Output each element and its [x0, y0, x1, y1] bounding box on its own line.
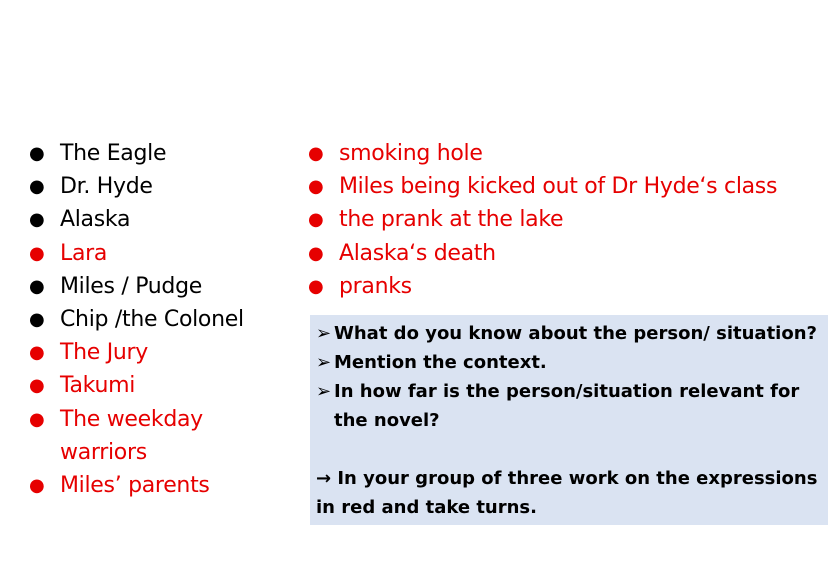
bullet-icon: ● [29, 275, 45, 297]
question-continuation: the novel? [334, 410, 440, 431]
list-item [29, 403, 244, 436]
list-item [29, 369, 244, 402]
list-item-text: The Jury [60, 340, 149, 366]
list-item [29, 203, 244, 236]
list-item-text: warriors [60, 439, 147, 465]
bullet-icon: ● [29, 209, 45, 231]
bullet-icon: ● [29, 309, 45, 331]
instruction-line: → In your group of three work on the expressions [316, 468, 818, 489]
bullet-icon: ● [29, 176, 45, 198]
bullet-icon: ● [29, 143, 45, 164]
list-item-text: Takumi [60, 373, 136, 399]
question-text: What do you know about the person/ situation? [334, 323, 817, 344]
bullet-icon: ● [308, 143, 324, 164]
list-item-text: Chip /the Colonel [60, 307, 244, 333]
instruction-line: in red and take turns. [316, 497, 537, 518]
list-item [29, 336, 244, 369]
question-item [316, 348, 824, 377]
list-item [308, 270, 777, 303]
question-item [316, 319, 824, 348]
list-item-text: Miles being kicked out of Dr Hyde‘s class [339, 174, 778, 200]
bullet-icon: ● [29, 242, 45, 264]
list-item [29, 469, 244, 502]
bullet-icon: ● [29, 342, 45, 364]
spacer [316, 435, 824, 464]
list-item [308, 170, 777, 203]
list-item-text: The weekday [60, 406, 203, 432]
list-item-text: Miles’ parents [60, 473, 210, 499]
list-item-text: pranks [339, 273, 412, 299]
list-item [308, 237, 777, 270]
list-item-text: The Eagle [60, 141, 167, 166]
task-info-box [310, 315, 828, 525]
bullet-icon: ● [308, 275, 324, 297]
bullet-icon: ● [29, 375, 45, 397]
bullet-icon: ● [308, 209, 324, 231]
left-bullet-list [29, 137, 244, 502]
arrowhead-bullet-icon: ➢ [316, 352, 332, 373]
question-item [316, 377, 824, 406]
bullet-icon: ● [308, 242, 324, 264]
bullet-icon: ● [29, 408, 45, 430]
arrowhead-bullet-icon: ➢ [316, 323, 332, 344]
arrowhead-bullet-icon: ➢ [316, 381, 332, 402]
list-item [29, 303, 244, 336]
list-item [29, 270, 244, 303]
list-item-text: the prank at the lake [339, 207, 564, 233]
question-text: Mention the context. [334, 352, 547, 373]
question-text: In how far is the person/situation relevant for [334, 381, 800, 402]
list-item [29, 137, 244, 170]
bullet-icon: ● [308, 176, 324, 198]
list-item [29, 237, 244, 270]
list-item-text: Miles / Pudge [60, 273, 202, 299]
list-item [308, 203, 777, 236]
right-bullet-list [308, 137, 777, 303]
list-item-text: Lara [60, 240, 108, 266]
list-item [29, 170, 244, 203]
list-item-continuation [29, 436, 244, 469]
list-item [308, 137, 777, 170]
list-item-text: Alaska [60, 207, 131, 233]
list-item-text: smoking hole [339, 141, 483, 166]
list-item-text: Dr. Hyde [60, 174, 153, 200]
list-item-text: Alaska‘s death [339, 240, 496, 266]
bullet-icon: ● [29, 475, 45, 497]
